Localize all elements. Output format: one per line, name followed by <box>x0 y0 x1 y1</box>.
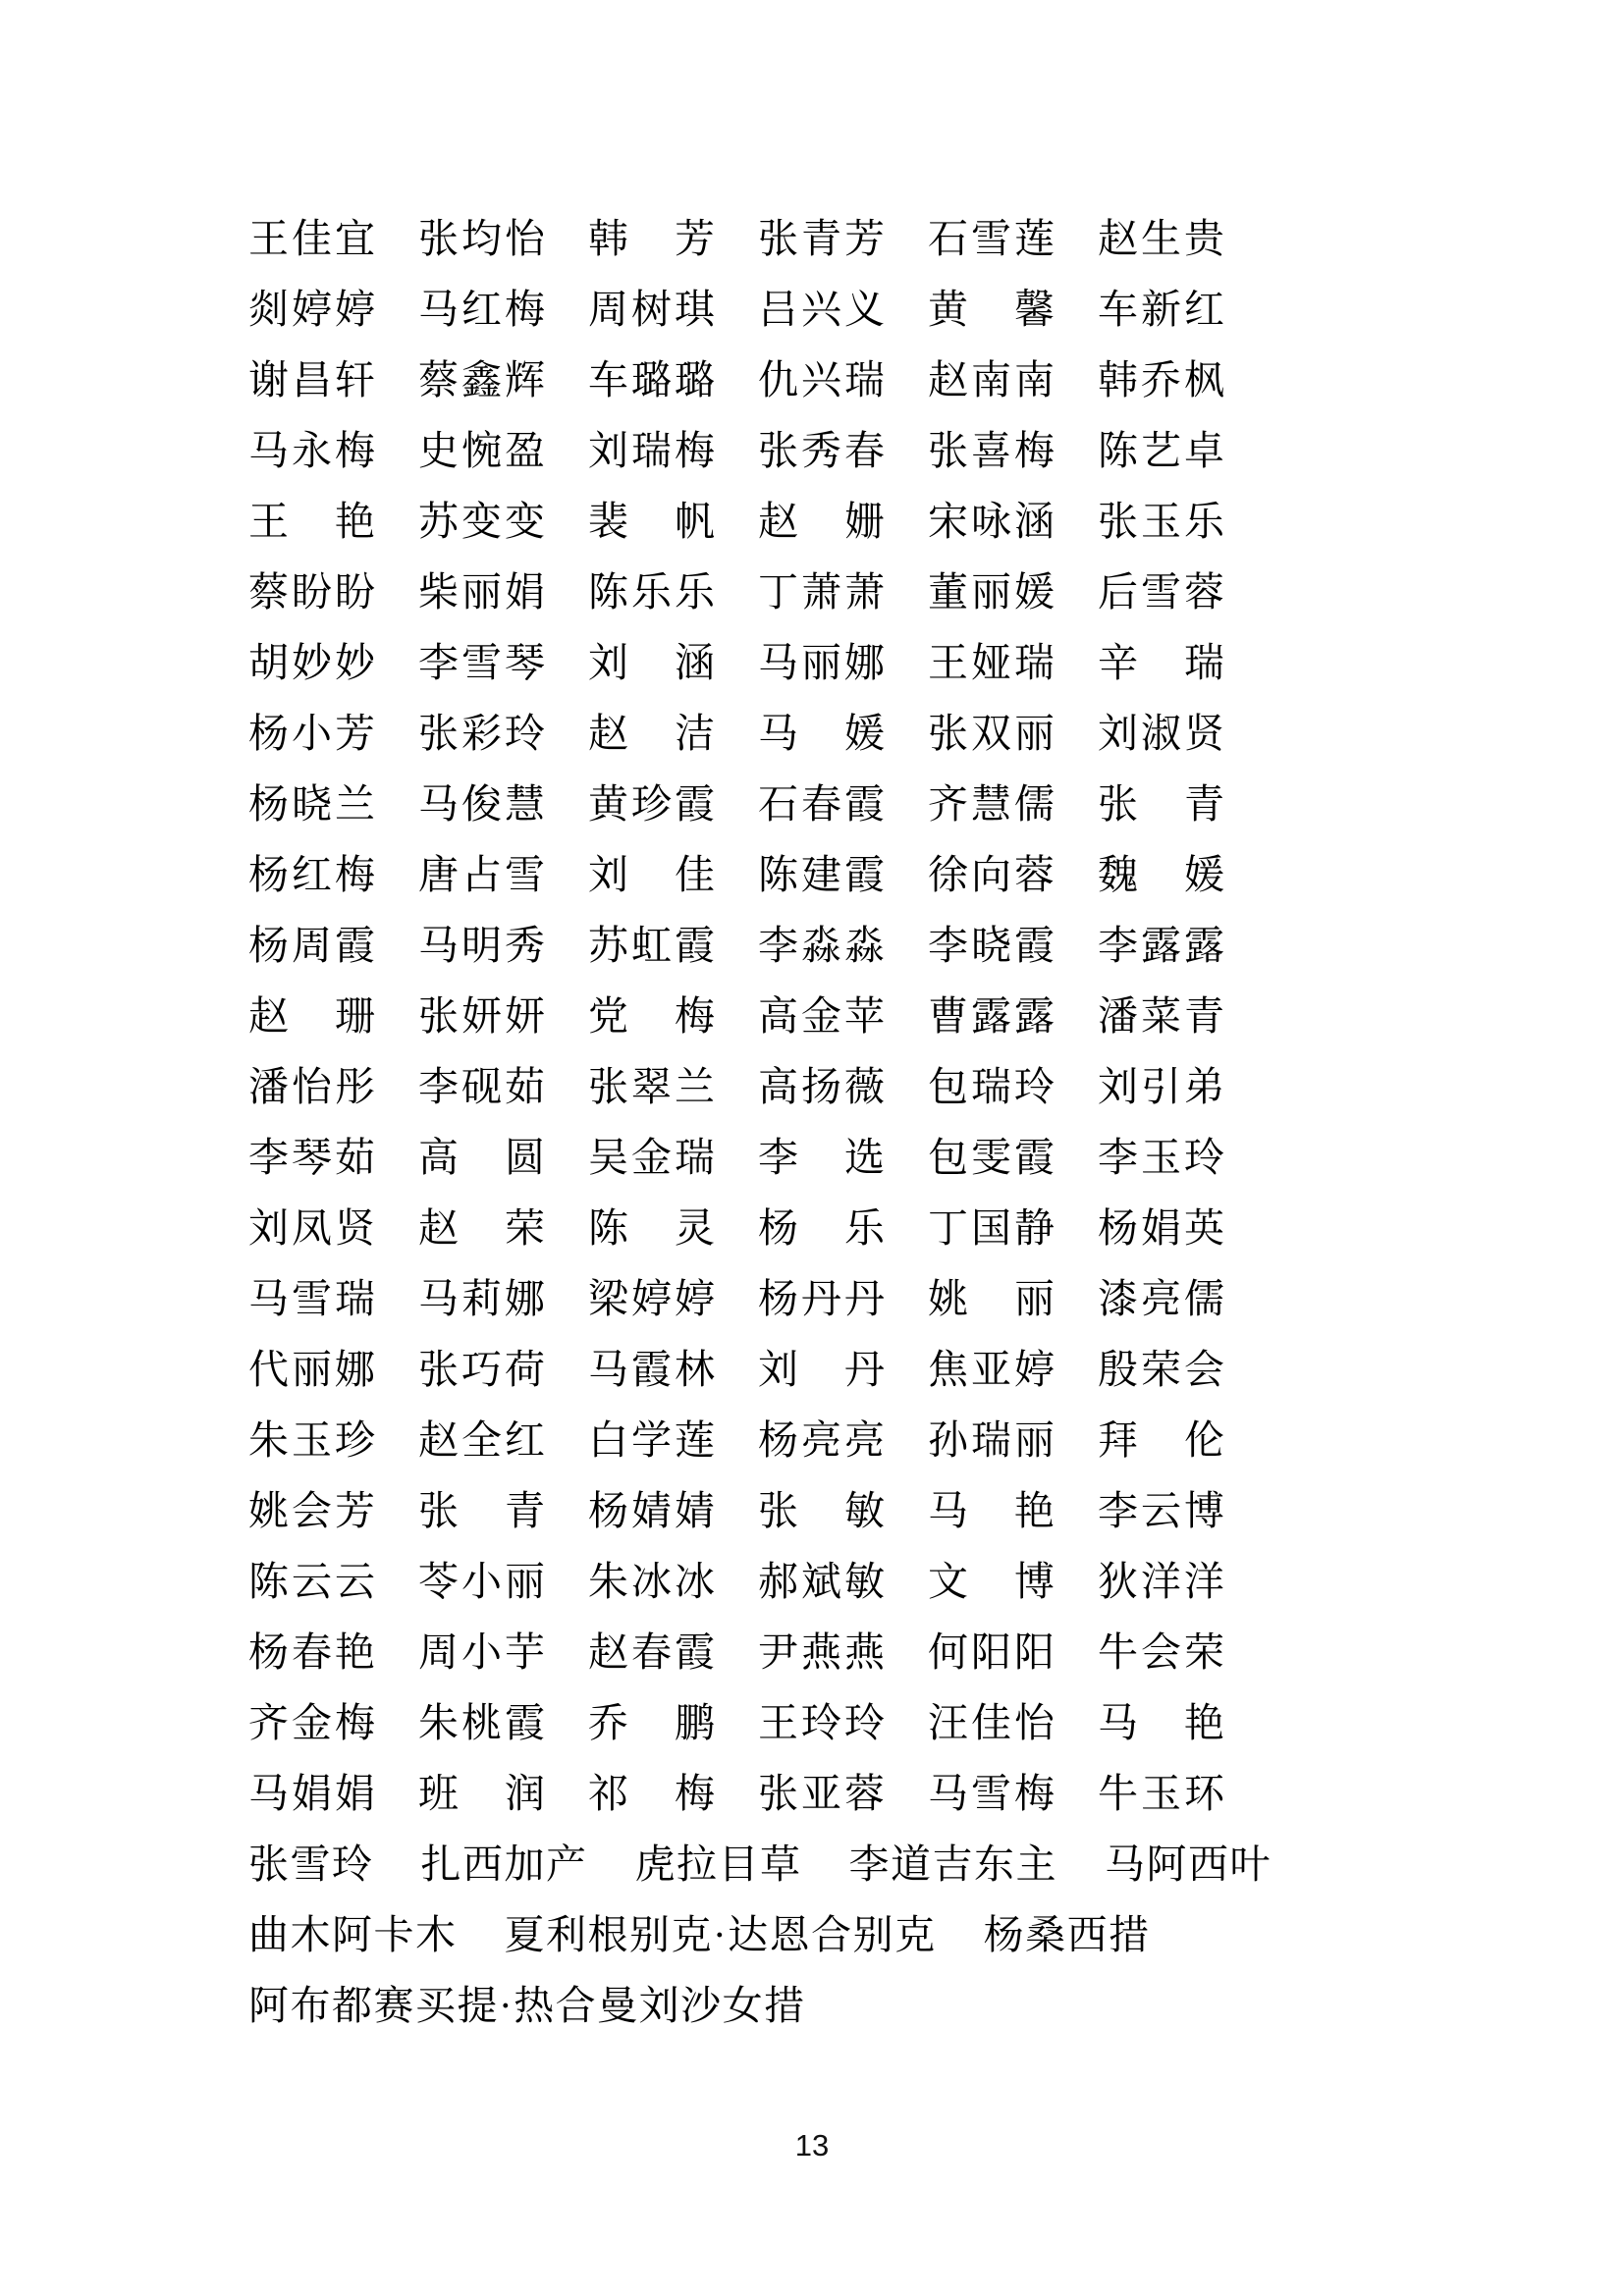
person-name: 高 金 苹 <box>758 992 885 1039</box>
person-name: 李 云 博 <box>1098 1487 1224 1533</box>
person-name: 李 砚 茹 <box>418 1063 545 1109</box>
person-name: 张 彩 玲 <box>418 710 545 756</box>
person-name: 张 青 芳 <box>758 215 885 261</box>
name-row <box>248 910 1378 981</box>
person-name: 祁 梅 <box>588 1770 715 1816</box>
person-name: 陈 建 霞 <box>758 851 885 897</box>
person-name: 唐 占 雪 <box>418 851 545 897</box>
person-name: 高 扬 薇 <box>758 1063 885 1109</box>
person-name: 包 雯 霞 <box>928 1134 1055 1180</box>
person-name: 李 琴 茹 <box>248 1134 375 1180</box>
person-name: 王 娅 瑞 <box>928 639 1055 685</box>
person-name: 张 青 <box>1098 780 1224 827</box>
person-name: 扎西加产 <box>420 1841 588 1887</box>
person-name: 李 晓 霞 <box>928 922 1055 968</box>
name-row <box>248 1334 1378 1405</box>
name-row <box>248 415 1378 486</box>
person-name: 马 媛 <box>758 710 885 756</box>
person-name: 姚 会 芳 <box>248 1487 375 1533</box>
person-name: 柴 丽 娟 <box>418 568 545 614</box>
person-name: 马阿西叶 <box>1105 1841 1272 1887</box>
person-name: 王 佳 宜 <box>248 215 375 261</box>
person-name: 刘 涵 <box>588 639 715 685</box>
person-name: 车 新 红 <box>1098 286 1224 332</box>
person-name: 齐 金 梅 <box>248 1699 375 1745</box>
person-name: 夏利根别克·达恩合别克 <box>504 1911 937 1957</box>
name-row <box>248 1829 1378 1899</box>
person-name: 齐 慧 儒 <box>928 780 1055 827</box>
person-name: 张 青 <box>418 1487 545 1533</box>
person-name: 漆 亮 儒 <box>1098 1275 1224 1321</box>
person-name: 苏 虹 霞 <box>588 922 715 968</box>
person-name: 朱 桃 霞 <box>418 1699 545 1745</box>
person-name: 杨 婧 婧 <box>588 1487 715 1533</box>
person-name: 仇 兴 瑞 <box>758 356 885 402</box>
name-row <box>248 486 1378 557</box>
person-name: 杨桑西措 <box>983 1911 1151 1957</box>
person-name: 汪 佳 怡 <box>928 1699 1055 1745</box>
person-name: 李 雪 琴 <box>418 639 545 685</box>
person-name: 陈 乐 乐 <box>588 568 715 614</box>
person-name: 苓 小 丽 <box>418 1558 545 1604</box>
person-name: 王 艳 <box>248 498 375 544</box>
name-row <box>248 769 1378 839</box>
person-name: 韩 芳 <box>588 215 715 261</box>
person-name: 李道吉东主 <box>848 1841 1057 1887</box>
person-name: 潘 菜 青 <box>1098 992 1224 1039</box>
person-name: 赵 洁 <box>588 710 715 756</box>
person-name: 刘 淑 贤 <box>1098 710 1224 756</box>
name-row <box>248 1405 1378 1475</box>
page-number: 13 <box>794 2128 830 2163</box>
person-name: 乔 鹏 <box>588 1699 715 1745</box>
person-name: 谢 昌 轩 <box>248 356 375 402</box>
person-name: 狄 洋 洋 <box>1098 1558 1224 1604</box>
person-name: 董 丽 媛 <box>928 568 1055 614</box>
person-name: 陈 灵 <box>588 1204 715 1251</box>
person-name: 张 敏 <box>758 1487 885 1533</box>
person-name: 马 娟 娟 <box>248 1770 375 1816</box>
person-name: 张雪玲 <box>248 1841 374 1887</box>
person-name: 潘 怡 彤 <box>248 1063 375 1109</box>
name-row <box>248 557 1378 627</box>
person-name: 宋 咏 涵 <box>928 498 1055 544</box>
person-name: 魏 媛 <box>1098 851 1224 897</box>
name-row <box>248 1687 1378 1758</box>
person-name: 文 博 <box>928 1558 1055 1604</box>
person-name: 张 秀 春 <box>758 427 885 473</box>
name-row <box>248 1193 1378 1263</box>
person-name: 马 丽 娜 <box>758 639 885 685</box>
person-name: 蔡 鑫 辉 <box>418 356 545 402</box>
name-row <box>248 1122 1378 1193</box>
person-name: 徐 向 蓉 <box>928 851 1055 897</box>
person-name: 郝 斌 敏 <box>758 1558 885 1604</box>
person-name: 赵 姗 <box>758 498 885 544</box>
person-name: 张 巧 荷 <box>418 1346 545 1392</box>
person-name: 拜 伦 <box>1098 1416 1224 1463</box>
person-name: 马 红 梅 <box>418 286 545 332</box>
person-name: 曹 露 露 <box>928 992 1055 1039</box>
person-name: 石 雪 莲 <box>928 215 1055 261</box>
person-name: 赵 生 贵 <box>1098 215 1224 261</box>
person-name: 苏 变 变 <box>418 498 545 544</box>
person-name: 杨 红 梅 <box>248 851 375 897</box>
person-name: 刘 引 弟 <box>1098 1063 1224 1109</box>
person-name: 吕 兴 义 <box>758 286 885 332</box>
person-name: 赵 春 霞 <box>588 1629 715 1675</box>
person-name: 黄 珍 霞 <box>588 780 715 827</box>
person-name: 李 露 露 <box>1098 922 1224 968</box>
name-list <box>248 203 1378 2041</box>
person-name: 杨 小 芳 <box>248 710 375 756</box>
person-name: 白 学 莲 <box>588 1416 715 1463</box>
person-name: 马 莉 娜 <box>418 1275 545 1321</box>
person-name: 剡 婷 婷 <box>248 286 375 332</box>
name-row <box>248 627 1378 698</box>
person-name: 张 玉 乐 <box>1098 498 1224 544</box>
person-name: 杨 乐 <box>758 1204 885 1251</box>
person-name: 胡 妙 妙 <box>248 639 375 685</box>
person-name: 党 梅 <box>588 992 715 1039</box>
name-row <box>248 1051 1378 1122</box>
person-name: 杨 娟 英 <box>1098 1204 1224 1251</box>
person-name: 高 圆 <box>418 1134 545 1180</box>
person-name: 刘 佳 <box>588 851 715 897</box>
name-row <box>248 698 1378 769</box>
name-row <box>248 203 1378 274</box>
person-name: 杨 春 艳 <box>248 1629 375 1675</box>
person-name: 后 雪 蓉 <box>1098 568 1224 614</box>
person-name: 王 玲 玲 <box>758 1699 885 1745</box>
name-row <box>248 981 1378 1051</box>
person-name: 马 雪 梅 <box>928 1770 1055 1816</box>
person-name: 史 惋 盈 <box>418 427 545 473</box>
person-name: 丁 萧 萧 <box>758 568 885 614</box>
person-name: 张 喜 梅 <box>928 427 1055 473</box>
person-name: 石 春 霞 <box>758 780 885 827</box>
person-name: 马 霞 林 <box>588 1346 715 1392</box>
person-name: 赵 南 南 <box>928 356 1055 402</box>
name-row <box>248 345 1378 415</box>
person-name: 曲木阿卡木 <box>248 1911 458 1957</box>
person-name: 梁 婷 婷 <box>588 1275 715 1321</box>
person-name: 马 艳 <box>928 1487 1055 1533</box>
person-name: 何 阳 阳 <box>928 1629 1055 1675</box>
person-name: 杨 亮 亮 <box>758 1416 885 1463</box>
person-name: 刘 凤 贤 <box>248 1204 375 1251</box>
person-name: 赵 珊 <box>248 992 375 1039</box>
person-name: 赵 全 红 <box>418 1416 545 1463</box>
person-name: 李 选 <box>758 1134 885 1180</box>
person-name: 姚 丽 <box>928 1275 1055 1321</box>
name-row <box>248 1970 1378 2041</box>
person-name: 赵 荣 <box>418 1204 545 1251</box>
person-name: 焦 亚 婷 <box>928 1346 1055 1392</box>
name-row <box>248 1758 1378 1829</box>
person-name: 朱 玉 珍 <box>248 1416 375 1463</box>
name-row <box>248 1617 1378 1687</box>
person-name: 张 双 丽 <box>928 710 1055 756</box>
person-name: 周 树 琪 <box>588 286 715 332</box>
name-row <box>248 839 1378 910</box>
person-name: 殷 荣 会 <box>1098 1346 1224 1392</box>
person-name: 蔡 盼 盼 <box>248 568 375 614</box>
person-name: 尹 燕 燕 <box>758 1629 885 1675</box>
person-name: 周 小 芋 <box>418 1629 545 1675</box>
person-name: 张 翠 兰 <box>588 1063 715 1109</box>
person-name: 李 玉 玲 <box>1098 1134 1224 1180</box>
name-row <box>248 1475 1378 1546</box>
person-name: 张 亚 蓉 <box>758 1770 885 1816</box>
person-name: 张 均 怡 <box>418 215 545 261</box>
person-name: 黄 馨 <box>928 286 1055 332</box>
person-name: 辛 瑞 <box>1098 639 1224 685</box>
name-row <box>248 1546 1378 1617</box>
person-name: 杨 晓 兰 <box>248 780 375 827</box>
person-name: 张 妍 妍 <box>418 992 545 1039</box>
person-name: 班 润 <box>418 1770 545 1816</box>
person-name: 吴 金 瑞 <box>588 1134 715 1180</box>
person-name: 马 雪 瑞 <box>248 1275 375 1321</box>
person-name: 李 淼 淼 <box>758 922 885 968</box>
person-name: 韩 乔 枫 <box>1098 356 1224 402</box>
person-name: 杨 丹 丹 <box>758 1275 885 1321</box>
person-name: 马 艳 <box>1098 1699 1224 1745</box>
person-name: 刘 瑞 梅 <box>588 427 715 473</box>
person-name: 包 瑞 玲 <box>928 1063 1055 1109</box>
person-name: 马 俊 慧 <box>418 780 545 827</box>
person-name: 车 璐 璐 <box>588 356 715 402</box>
person-name: 虎拉目草 <box>634 1841 802 1887</box>
person-name: 孙 瑞 丽 <box>928 1416 1055 1463</box>
person-name: 刘 丹 <box>758 1346 885 1392</box>
person-name: 丁 国 静 <box>928 1204 1055 1251</box>
person-name: 代 丽 娜 <box>248 1346 375 1392</box>
person-name: 阿布都赛买提·热合曼刘沙女措 <box>248 1982 806 2028</box>
name-row <box>248 1899 1378 1970</box>
person-name: 陈 云 云 <box>248 1558 375 1604</box>
name-row <box>248 1263 1378 1334</box>
person-name: 牛 会 荣 <box>1098 1629 1224 1675</box>
person-name: 马 明 秀 <box>418 922 545 968</box>
person-name: 马 永 梅 <box>248 427 375 473</box>
person-name: 杨 周 霞 <box>248 922 375 968</box>
person-name: 裴 帆 <box>588 498 715 544</box>
person-name: 牛 玉 环 <box>1098 1770 1224 1816</box>
person-name: 朱 冰 冰 <box>588 1558 715 1604</box>
name-row <box>248 274 1378 345</box>
person-name: 陈 艺 卓 <box>1098 427 1224 473</box>
